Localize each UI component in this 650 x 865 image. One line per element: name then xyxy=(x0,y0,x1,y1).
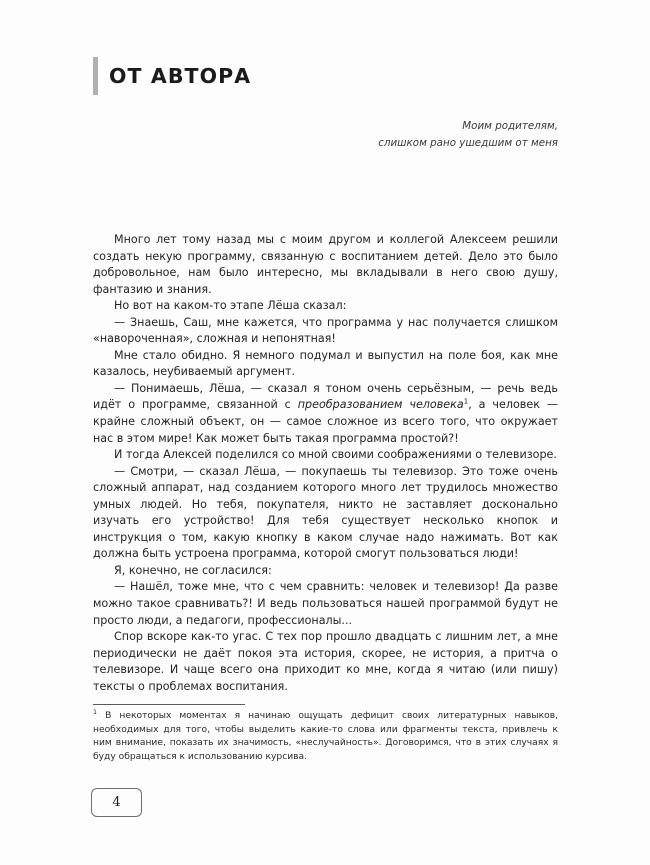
paragraph-suffix: , а человек — крайне сложный объект, он — самое сложное из всего того, что окружает нас в этом мире! Как может быть такая программа простой?! xyxy=(93,398,558,445)
paragraph: — Смотри, — сказал Лёша, — покупаешь ты телевизор. Это тоже очень сложный аппарат, над созданием которого много лет трудилось множество умных людей. Но тебя, покупателя, никто не заставляет досконально изучать его устройство! Для тебя существует несколько кнопок и инструкция о том, какую кнопку в каком случае надо нажимать. Вот как должна быть устроена программа, которой смогут пользоваться люди! xyxy=(93,464,558,561)
paragraph: Мне стало обидно. Я немного подумал и выпустил на поле боя, как мне казалось, неубиваемый аргумент. xyxy=(93,348,558,379)
paragraph: И тогда Алексей поделился со мной своими соображениями о телевизоре. xyxy=(114,448,557,462)
footnote-block xyxy=(93,707,558,764)
emphasis-italic: преобразованием человека xyxy=(297,398,464,412)
epigraph-line-1: Моим родителям, xyxy=(462,120,558,132)
paragraph: Много лет тому назад мы с моим другом и коллегой Алексеем решили создать некую программу, связанную с воспитанием детей. Дело это было добровольное, нам было интересно, мы вкладывали в него свою душу, фантазию и знания. xyxy=(93,233,558,296)
page-number-box xyxy=(91,788,142,817)
paragraph: — Нашёл, тоже мне, что с чем сравнить: человек и телевизор! Да разве можно такое сравнивать?! И ведь пользоваться нашей программой будут не просто люди, а педагоги, профессионалы... xyxy=(93,580,558,627)
body-text xyxy=(93,232,558,695)
paragraph-prefix: — Понимаешь, Лёша, — сказал я тоном очень серьёзным, — речь ведь идёт о программе, связанной с xyxy=(93,381,558,412)
footnote-reference[interactable]: 1 xyxy=(463,397,469,406)
paragraph: Я, конечно, не согласился: xyxy=(114,563,272,577)
page-number: 4 xyxy=(112,795,121,810)
epigraph-line-2: слишком рано ушедшим от меня xyxy=(378,136,558,149)
footnote-body: В некоторых моментах я начинаю ощущать дефицит своих литературных навыков, необходимых для того, чтобы выделить какие-то слова или фрагменты текста, привлечь к ним внимание, показать их значимость, «неслучайность». Договоримся, что в этих случаях я буду обращаться к использованию курсива. xyxy=(93,711,558,762)
page-heading xyxy=(93,57,251,95)
footnote-marker: 1 xyxy=(93,707,98,716)
paragraph: — Знаешь, Саш, мне кажется, что программа у нас получается слишком «навороченная», сложная и непонятная! xyxy=(93,315,558,346)
paragraph-with-footnote xyxy=(93,381,558,447)
epigraph-dedication xyxy=(258,118,558,151)
paragraph: Спор вскоре как-то угас. С тех пор прошло двадцать с лишним лет, а мне периодически не даёт покоя эта история, скорее, не история, а притча о телевизоре. И чаще всего она приходит ко мне, когда я читаю (или пишу) тексты о проблемах воспитания. xyxy=(93,630,558,693)
page-title: ОТ АВТОРА xyxy=(109,64,252,88)
footnote-separator-rule xyxy=(93,704,245,705)
paragraph: Но вот на каком-то этапе Лёша сказал: xyxy=(114,299,347,313)
footnote-text xyxy=(93,707,558,764)
